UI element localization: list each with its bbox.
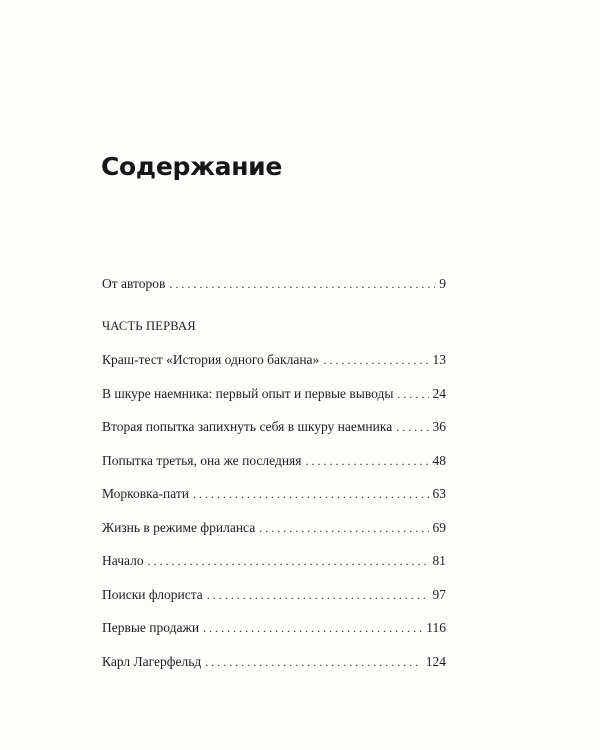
table-of-contents <box>102 276 446 687</box>
toc-entry-label: Вторая попытка запихнуть себя в шкуру наемника <box>102 419 393 434</box>
toc-entry-page: 48 <box>432 452 446 468</box>
toc-entry-label: В шкуре наемника: первый опыт и первые выводы <box>102 385 394 401</box>
toc-entry[interactable] <box>102 520 446 554</box>
dot-leader <box>397 387 428 402</box>
toc-entry[interactable] <box>102 587 446 621</box>
dot-leader <box>169 277 435 292</box>
toc-entry[interactable] <box>102 486 446 520</box>
toc-entry-label: Морковка-пати <box>102 486 189 501</box>
toc-entry[interactable] <box>102 386 446 420</box>
toc-entry-page: 9 <box>439 276 446 291</box>
toc-entry-page: 97 <box>432 586 446 602</box>
dot-leader <box>323 353 428 368</box>
toc-entry[interactable] <box>102 553 446 587</box>
toc-entry-page: 24 <box>432 385 446 401</box>
toc-entry-page: 36 <box>432 419 446 434</box>
toc-entry-label: Карл Лагерфельд <box>102 653 202 669</box>
toc-entry-label: Попытка третья, она же последняя <box>102 452 302 468</box>
toc-entry-label: Первые продажи <box>102 620 200 635</box>
page-title: Содержание <box>101 152 283 181</box>
toc-entry-label: Поиски флориста <box>102 586 203 602</box>
toc-entry[interactable] <box>102 453 446 487</box>
dot-leader <box>148 554 429 569</box>
part-heading <box>102 319 446 353</box>
dot-leader <box>193 487 429 502</box>
toc-entry-page: 116 <box>426 620 446 635</box>
toc-entry-label: От авторов <box>102 276 166 291</box>
toc-entry[interactable] <box>102 352 446 386</box>
toc-entry-front-matter[interactable] <box>102 276 446 310</box>
toc-entry-page: 69 <box>432 519 446 535</box>
toc-entry[interactable] <box>102 419 446 453</box>
dot-leader <box>205 655 421 670</box>
part-heading-label: ЧАСТЬ ПЕРВАЯ <box>102 318 196 333</box>
dot-leader <box>203 621 422 636</box>
toc-entry-page: 13 <box>432 352 446 367</box>
dot-leader <box>207 588 429 603</box>
toc-entry-page: 63 <box>432 486 446 501</box>
toc-entry[interactable] <box>102 620 446 654</box>
toc-entry-label: Краш-тест «История одного баклана» <box>102 352 320 367</box>
dot-leader <box>396 420 428 435</box>
toc-entry-label: Жизнь в режиме фриланса <box>102 519 256 535</box>
dot-leader <box>259 521 428 536</box>
dot-leader <box>305 454 428 469</box>
toc-entry-page: 124 <box>425 653 446 669</box>
toc-entry-page: 81 <box>432 553 446 568</box>
toc-entry-label: Начало <box>102 553 144 568</box>
toc-entry[interactable] <box>102 654 446 688</box>
